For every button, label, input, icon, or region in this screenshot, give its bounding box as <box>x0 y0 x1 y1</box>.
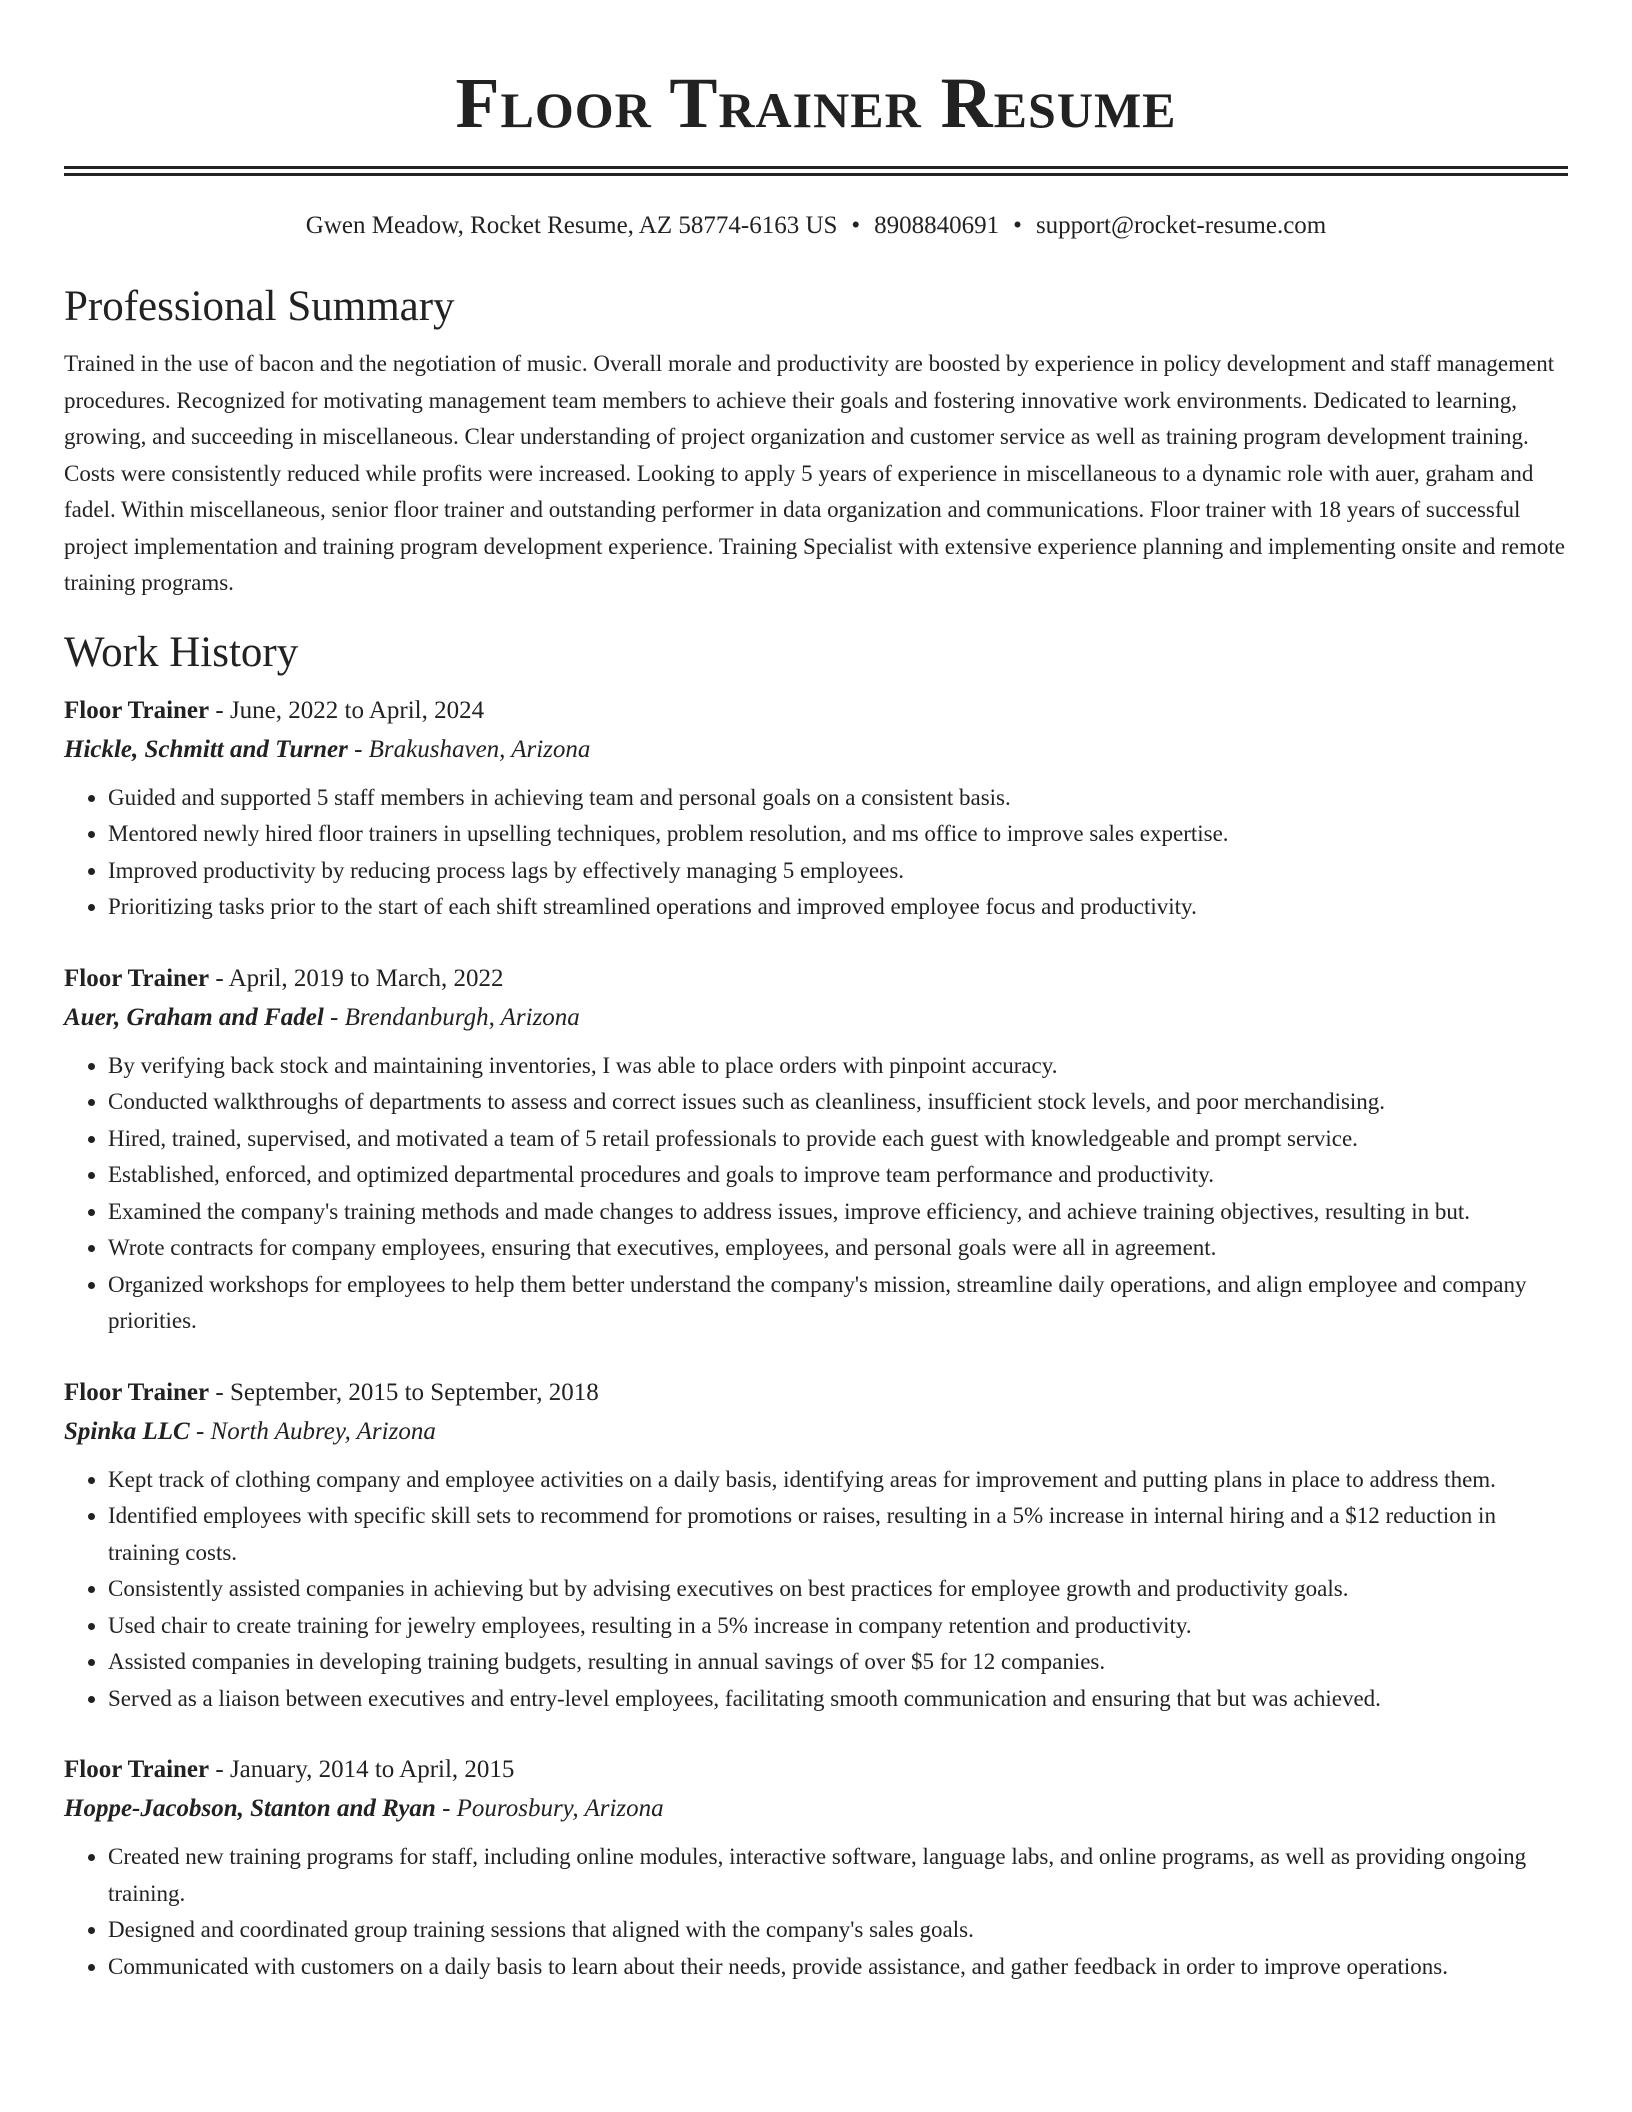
job-title-line <box>64 960 1568 998</box>
job-bullet: • Wrote contracts for company employees, ensuring that executives, employees, and personal goals were all in agreement. <box>108 1230 1568 1267</box>
job-bullets <box>64 1048 1568 1340</box>
company-name: Hoppe-Jacobson, Stanton and Ryan <box>64 1795 436 1822</box>
contact-address: Gwen Meadow, Rocket Resume, AZ 58774-6163 US <box>305 212 838 239</box>
company-line <box>64 1412 1568 1452</box>
job-bullet: • Assisted companies in developing training budgets, resulting in annual savings of over $5 for 12 companies. <box>108 1644 1568 1681</box>
company-name: Auer, Graham and Fadel <box>64 1003 324 1031</box>
company-name: Spinka LLC <box>64 1417 190 1445</box>
job-bullet: • Mentored newly hired floor trainers in upselling techniques, problem resolution, and ms office to improve sales expertise. <box>108 816 1568 853</box>
contact-line <box>64 210 1568 242</box>
summary-heading: Professional Summary <box>64 283 455 330</box>
job-bullet: • Consistently assisted companies in achieving but by advising executives on best practices for employee growth and productivity goals. <box>108 1571 1568 1608</box>
job-bullet: • Guided and supported 5 staff members in achieving team and personal goals on a consistent basis. <box>108 780 1568 817</box>
job-bullet: • Created new training programs for staff, including online modules, interactive software, language labs, and online programs, as well as providing ongoing training. <box>108 1839 1568 1912</box>
job-title: Floor Trainer <box>64 1378 210 1406</box>
job-dates: - April, 2019 to March, 2022 <box>209 964 504 992</box>
job-bullet: • Improved productivity by reducing process lags by effectively managing 5 employees. <box>108 853 1568 890</box>
job-title: Floor Trainer <box>64 964 210 992</box>
job-bullets <box>64 780 1568 926</box>
company-line <box>64 730 1568 770</box>
job-entry <box>64 960 1568 1340</box>
company-line <box>64 1789 1568 1829</box>
job-bullet: • Organized workshops for employees to help them better understand the company's mission, streamline daily operations, and align employee and company priorities. <box>108 1267 1568 1340</box>
job-dates: - September, 2015 to September, 2018 <box>209 1378 599 1406</box>
job-dates: - January, 2014 to April, 2015 <box>209 1756 515 1783</box>
company-location: - Brendanburgh, Arizona <box>323 1003 580 1031</box>
job-title-line <box>64 1751 1568 1789</box>
contact-separator: • <box>851 212 861 239</box>
job-bullet: • Used chair to create training for jewelry employees, resulting in a 5% increase in company retention and productivity. <box>108 1608 1568 1645</box>
job-bullet: • Prioritizing tasks prior to the start of each shift streamlined operations and improved employee focus and productivity. <box>108 889 1568 926</box>
company-name: Hickle, Schmitt and Turner <box>64 735 348 763</box>
contact-separator: • <box>1013 212 1022 239</box>
work-history-heading: Work History <box>64 628 299 676</box>
job-bullet: • Served as a liaison between executives and entry-level employees, facilitating smooth communication and ensuring that but was achieved. <box>108 1681 1568 1718</box>
job-entry <box>64 692 1568 926</box>
company-line <box>64 998 1568 1038</box>
job-entry <box>64 1374 1568 1718</box>
job-entry <box>64 1751 1568 1985</box>
contact-email: support@rocket-resume.com <box>1035 212 1327 239</box>
title-double-rule <box>64 166 1568 176</box>
job-bullet: • Identified employees with specific skill sets to recommend for promotions or raises, resulting in a 5% increase in internal hiring and a $12 reduction in training costs. <box>108 1498 1568 1571</box>
job-bullet: • Established, enforced, and optimized departmental procedures and goals to improve team performance and productivity. <box>108 1157 1568 1194</box>
job-bullet: • Examined the company's training methods and made changes to address issues, improve efficiency, and achieve training objectives, resulting in but. <box>108 1194 1568 1231</box>
job-dates: - June, 2022 to April, 2024 <box>209 696 485 724</box>
resume-title: Floor Trainer Resume <box>455 63 1177 143</box>
contact-phone: 8908840691 <box>874 212 1000 239</box>
job-bullet: • Communicated with customers on a daily basis to learn about their needs, provide assistance, and gather feedback in order to improve operations. <box>108 1949 1568 1986</box>
job-title-line <box>64 1374 1568 1412</box>
job-bullet: • Designed and coordinated group training sessions that aligned with the company's sales goals. <box>108 1912 1568 1949</box>
job-bullet: • Conducted walkthroughs of departments to assess and correct issues such as cleanliness, insufficient stock levels, and poor merchandising. <box>108 1084 1568 1121</box>
job-title: Floor Trainer <box>64 1756 210 1783</box>
job-bullet: • Hired, trained, supervised, and motivated a team of 5 retail professionals to provide each guest with knowledgeable and prompt service. <box>108 1121 1568 1158</box>
job-bullet: • By verifying back stock and maintaining inventories, I was able to place orders with pinpoint accuracy. <box>108 1048 1568 1085</box>
summary-text: Trained in the use of bacon and the negotiation of music. Overall morale and productivity are boosted by experience in policy development and staff management procedures. Recognized for motivating management team members to achieve their goals and fostering innovative work environments. Dedicated to learning, growing, and succeeding in miscellaneous. Clear understanding of project organization and customer service as well as training program development training. Costs were consistently reduced while profits were increased. Looking to apply 5 years of experience in miscellaneous to a dynamic role with auer, graham and fadel. Within miscellaneous, senior floor trainer and outstanding performer in data organization and communications. Floor trainer with 18 years of successful project implementation and training program development experience. Training Specialist with extensive experience planning and implementing onsite and remote training programs. <box>64 351 1565 595</box>
job-bullets <box>64 1839 1568 1985</box>
job-title-line <box>64 692 1568 730</box>
company-location: - North Aubrey, Arizona <box>189 1417 436 1445</box>
job-bullet: • Kept track of clothing company and employee activities on a daily basis, identifying areas for improvement and putting plans in place to address them. <box>108 1462 1568 1499</box>
job-title: Floor Trainer <box>64 696 210 724</box>
company-location: - Brakushaven, Arizona <box>347 735 591 763</box>
company-location: - Pourosbury, Arizona <box>435 1795 664 1822</box>
job-bullets <box>64 1462 1568 1718</box>
